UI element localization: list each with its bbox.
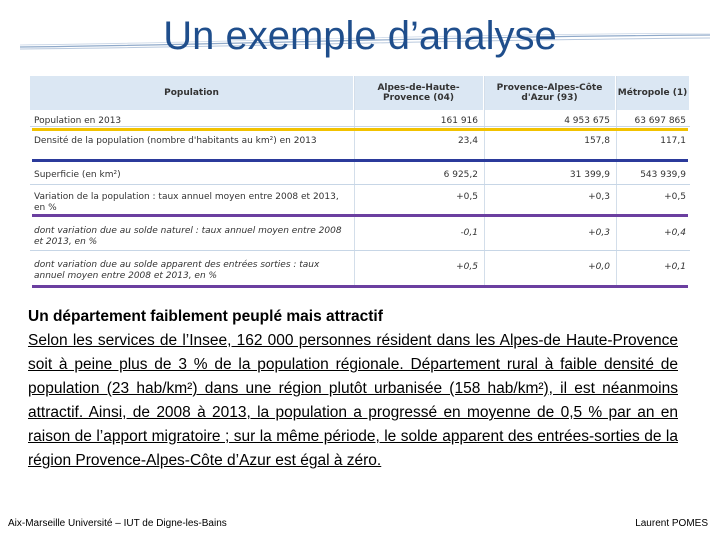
row-value-04: 6 925,2 (443, 170, 478, 180)
footer-author: Laurent POMES (635, 518, 708, 529)
row-value-93: +0,0 (588, 262, 610, 272)
row-value-04: 23,4 (457, 136, 478, 146)
row-value-04: +0,5 (456, 192, 478, 202)
row-value-93: 4 953 675 (564, 116, 610, 126)
row-value-metropole: +0,5 (664, 192, 686, 202)
row-value-metropole: 117,1 (660, 136, 686, 146)
row-label: dont variation due au solde naturel : taux annuel moyen entre 2008 et 2013, en % (34, 226, 342, 247)
row-value-metropole: +0,4 (664, 228, 686, 238)
row-value-93: +0,3 (588, 192, 610, 202)
row-value-04: +0,5 (456, 262, 478, 272)
table-header-alpes-haute-provence: Alpes-de-Haute-Provence (04) (354, 76, 484, 110)
analysis-subheading: Un département faiblement peuplé mais attractif (28, 308, 383, 325)
row-label: Superficie (en km²) (34, 170, 121, 180)
population-table (30, 76, 690, 290)
row-label: Densité de la population (nombre d'habitants au km²) en 2013 (34, 136, 317, 146)
highlight-purple-bottom (32, 285, 688, 288)
row-label: Variation de la population : taux annuel moyen entre 2008 et 2013, en % (34, 192, 339, 213)
row-value-metropole: 543 939,9 (640, 170, 686, 180)
row-label: dont variation due au solde apparent des entrées sorties : taux annuel moyen entre 2008 et 2013, en % (34, 260, 320, 281)
table-header-population: Population (30, 76, 354, 110)
row-value-metropole: +0,1 (664, 262, 686, 272)
row-value-04: -0,1 (460, 228, 478, 238)
analysis-text (28, 305, 678, 473)
row-value-04: 161 916 (440, 116, 478, 126)
slide-title: Un exemple d’analyse (163, 14, 557, 58)
row-value-93: 31 399,9 (569, 170, 610, 180)
highlight-purple-top (32, 214, 688, 217)
highlight-blue (32, 159, 688, 162)
table-header-paca: Provence-Alpes-Côte d'Azur (93) (484, 76, 616, 110)
table-header-metropole: Métropole (1) (616, 76, 690, 110)
row-value-93: +0,3 (588, 228, 610, 238)
analysis-paragraph: Selon les services de l’Insee, 162 000 personnes résident dans les Alpes-de Haute-Provence soit à peine plus de 3 % de la population régionale. Département rural à faible densité de population (23 hab/km²) dans une région plutôt urbanisée (158 hab/km²), il est néanmoins attractif. Ainsi, de 2008 à 2013, la population a progressé en moyenne de 0,5 % par an en raison de l’apport migratoire ; sur la même période, le solde apparent des entrées-sorties de la région Provence-Alpes-Côte d’Azur est égal à zéro. (28, 332, 678, 469)
row-label: Population en 2013 (34, 116, 122, 126)
footer-institution: Aix-Marseille Université – IUT de Digne-les-Bains (8, 518, 227, 529)
row-value-93: 157,8 (584, 136, 610, 146)
highlight-yellow (32, 128, 688, 131)
row-value-metropole: 63 697 865 (634, 116, 686, 126)
